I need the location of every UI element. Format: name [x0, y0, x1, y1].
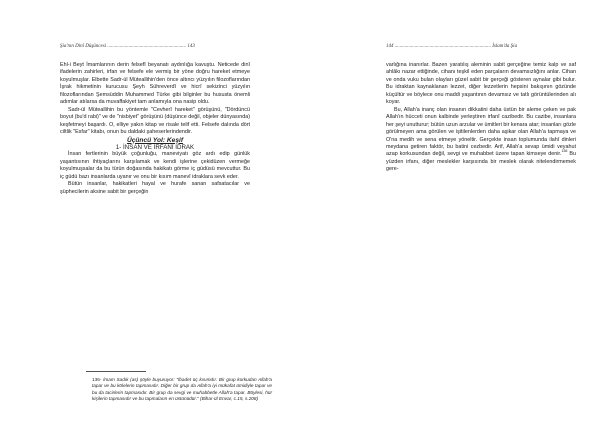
right-page-header: 144 ............................................................................. İslam'da Şia	[386, 44, 518, 49]
section-title: Üçüncü Yol: Keşif	[126, 136, 184, 144]
left-page-header: Şia'nın Dinî Düşüncesi ............................................................... 143	[60, 44, 195, 49]
paragraph: Bütün insanlar, hakikatleri hayal ve hurafe sanan safsatacılar ve şüphecilerin aksine sabit bir gerçeğin	[60, 181, 250, 195]
paragraph	[386, 107, 576, 174]
right-page	[300, 0, 600, 424]
right-page-body	[386, 62, 576, 174]
footnote-reference: 136	[561, 149, 568, 154]
footnote-text: İmam Sadık (as) şöyle buyuruyor: "İbadet üç kısımdır. Bir grup korkudan Allah'a tapar ve bu kölelerin tapmasıdır. Diğer bir grup da Allah'a iyi mükafat ümidiyle tapar ve bu da tacirlerin tapmasıdır. Bir grup da sevgi ve muhabbetle Allah'a tapar. Böylesi, hür kişilerin tapmasıdır ve bu tapmaların en üstünüdür." (Bihar-ül Envar, c.15, s.208)	[92, 377, 272, 402]
footnote-separator	[86, 371, 146, 372]
left-page-body	[60, 62, 250, 196]
paragraph: Sadr-ül Müteallihin bu yöntemle "Cevherî hareket" görüşünü, "Dördüncü boyut (bu'd rabi)" ve de "nisbiyet" görüşünü (düşünce değil, objeler dünyasında) keşfetmeyi başardı. O, elliye yakın kitap ve risale telif etti. Felsefe dalında dört ciltlik "Esfar" kitabı, onun bu daldaki şaheserlerindendir.	[60, 106, 250, 136]
paragraph: varlığına inanırlar. Bazen yaratılış aleminin sabit gerçeğine temiz kalp ve saf ahlâkı nazar ettiğinde, cihanı teşkil eden parçaların devamsızlığını anlar. Cihan ve onda vuku bulan olayları güzel sabit bir gerçeği gösteren aynalar gibi bulur. Bu idraktan kaynaklanan lezzet, diğer lezzetlerin hepsini bakışının gözünde küçültür ve böylece onu maddi yaşantının devamsız ve tatlı görüntülerinden alı koyar.	[386, 62, 576, 106]
paragraph-text: Bu yüzden irfanı, diğer meslekler karşısında bir meslek olarak nitelendirmemek gere-	[386, 151, 577, 173]
footnote-number: 136-	[92, 377, 102, 382]
subsection-title: 1- İNSAN VE İRFANÎ İDRAK	[115, 143, 195, 151]
paragraph: Ehl-i Beyt İmamlarının derin felsefî beyanatı aydınlığa kavuştu. Neticede dinî ifadelerin zahirleri, irfan ve felsefe ele vermiş bir yöne doğru hareket etmeye koyulmuşlar. Elbette Sadr-ül Müteallihin'den önce altıncı yüzyılın filozoflarından İşrak hikmetinin kurucusu Şeyh Sühreverdî ve hicrî sekizinci yüzyılın filozoflarından Şemsüddin Muhammed Türke gibi bilginler bu hususta önemli adımlar atılarsa da muvaffakiyet tam anlamıyla ona nasip oldu.	[60, 62, 250, 106]
paragraph: İnsan fertlerinin büyük çoğunluğu, maneviyatı göz ardı edip günlük yaşantısının ihtiyaçlarını karşılamak ve kendi işlerine çekidüzen vermeğe koyulmuşsalar da bu türün doğasında hakikatı görme iç güdüsü mevcuttur. Bu iç güdü bazı insanlarda uyanır ve onu bir kısım manevî idraklara sevk eder.	[60, 151, 250, 180]
paragraph-text: Bu, Allah'a inanç olan insanın dikkatini daha üstün bir aleme çeken ve pak Allah'ın hücceti onun kalbinde yerleştiren irfanî cazibedir. Bu cazibe, insanlara her şeyi unutturur; bütün uzun arzular ve ümitleri bir kenara atar; insanları gözle görülmeyen ama görülen ve işitilenlerden daha aşikar olan Allah'a tapmaya ve O'na medih ve sena etmeye yöneltir. Gerçekte insan toplumunda ilahî dinleri meydana getiren faktör, bu batini cezbedir. Arif, Allah'a sevap ümidi veyahut azap korkusundan değil, sevgi ve muhabbet üzere tapan kimseye denir.	[386, 106, 576, 158]
footnote	[92, 377, 272, 403]
